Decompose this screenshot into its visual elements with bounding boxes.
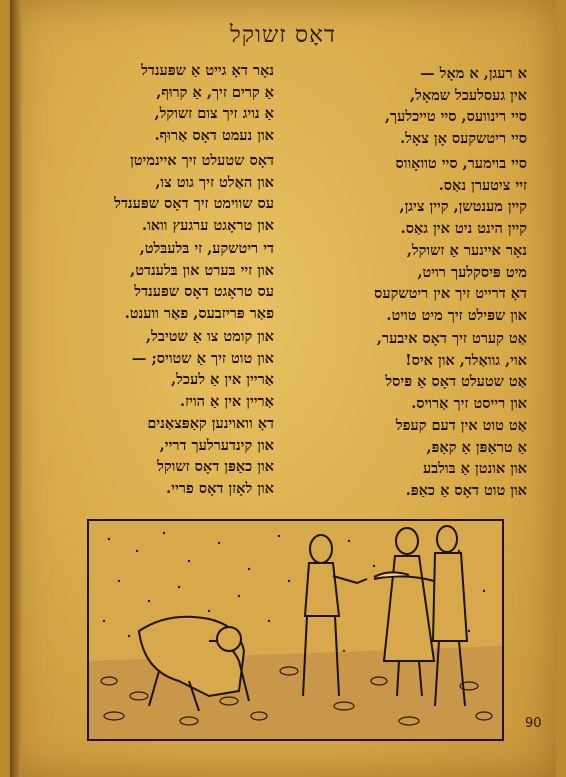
poem-line: און האַלט זיך גוט צו, [155,173,274,191]
poem-line: אַט טוט אין דעם קעפל [395,417,527,434]
poem-line: קיין מענטשן, קיין ציגן, [399,198,527,216]
poem-line: און אונטן אַ בּולבע [422,460,527,478]
poem-line: עס טראָגט דאָס שפּענדל [134,283,274,301]
stanza-3-right [374,240,527,326]
poem-line: קיין הינט ניט אין גאַס. [400,219,527,237]
poem-line: אַריין אין אַ הויז. [180,392,274,410]
poem-line: נאָר איינער אַ זשוקל, [406,242,527,259]
poem-line: אין געסלעכל שמאָל, [409,86,527,104]
page-gutter-shadow [10,0,22,777]
poem-line: אַ נויג זיך צום זשוקל, [154,105,274,123]
poem-line: סיי בוימער, סיי טוואָווס [395,155,527,172]
poem-line: א רעגן, א מאָל — [420,65,527,82]
poem-line: אַריין אין אַ לעכל, [171,371,274,389]
poem-line: אַט קערט זיך דאָס איבער, [376,330,527,347]
stanza-1-left [141,60,274,146]
poem-line: און טראָגט ערגעץ וואו. [142,216,274,234]
poem-line: און טוט דאָס אַ כאַפּ. [405,481,527,499]
stanza-2-right [396,153,527,239]
poem-line: דאָס שטעלט זיך איינמיטן [130,152,274,169]
poem-line: אַ טראַפּן אַ קאַפּ, [426,438,527,456]
stanza-2-left [114,150,274,236]
poem-line: און קינדערלעך דריי, [159,436,274,454]
poem-line: די ריטשקע, זי בּלעבּלט, [139,240,274,257]
poem-line: זיי ציטערן נאַס. [438,176,527,194]
poem-line: דאָ דרייט זיך אין ריטשקעס [374,285,527,303]
stanza-3-left [125,238,274,324]
poem-line: מיט פּיסקלעך רויט, [417,263,527,281]
book-page [10,0,556,777]
stanza-5-left [147,413,274,499]
poem-line: און טוט זיך אַ שטויס; — [131,349,274,367]
poem-title: דאָס זשוקל [230,22,336,48]
poem-line: אַט שטעלט דאָס אַ פּיסל [385,373,527,391]
poem-line: און קומט צו אַ שטיבל, [146,328,274,345]
poem-line: נאָר דאָ גייט אַ שפּענדל [141,62,274,79]
woodcut-illustration [87,519,504,741]
poem-line: עס שווימט זיך דאָס שפּענדל [114,195,274,213]
poem-line: און נעמט דאָס אַרוּף. [154,126,274,144]
poem-line: און זיי בּערט און בּלענדט, [130,261,274,279]
poem-line: און רייסט זיך אַרויס. [411,394,527,412]
page-number: 90 [525,716,542,731]
stanza-5-right [396,415,527,501]
poem-line: און שפּילט זיך מיט טויט. [386,306,527,324]
poem-line: און כאַפּן דאָס זשוקל [157,458,274,476]
poem-line: סיי רינוועס, סיי טייכלעך, [384,108,527,126]
stanza-1-right [385,63,527,149]
poem-line: און לאָזן דאָס פריי. [166,479,274,497]
poem-line: אַ קרים זיך, אַ קרוּף, [156,83,274,101]
poem-line: אוי, גוואַלד, און איס! [405,351,527,369]
stanza-4-right [377,328,527,414]
poem-line: פאַר פּריזבעס, פאַר ווענט. [124,304,274,322]
poem-line: דאָ וואוינען קאַפּצאַנים [147,415,274,432]
poem-line: סיי ריטשקעס אָן צאָל. [400,129,527,147]
stanza-4-left [132,326,274,412]
